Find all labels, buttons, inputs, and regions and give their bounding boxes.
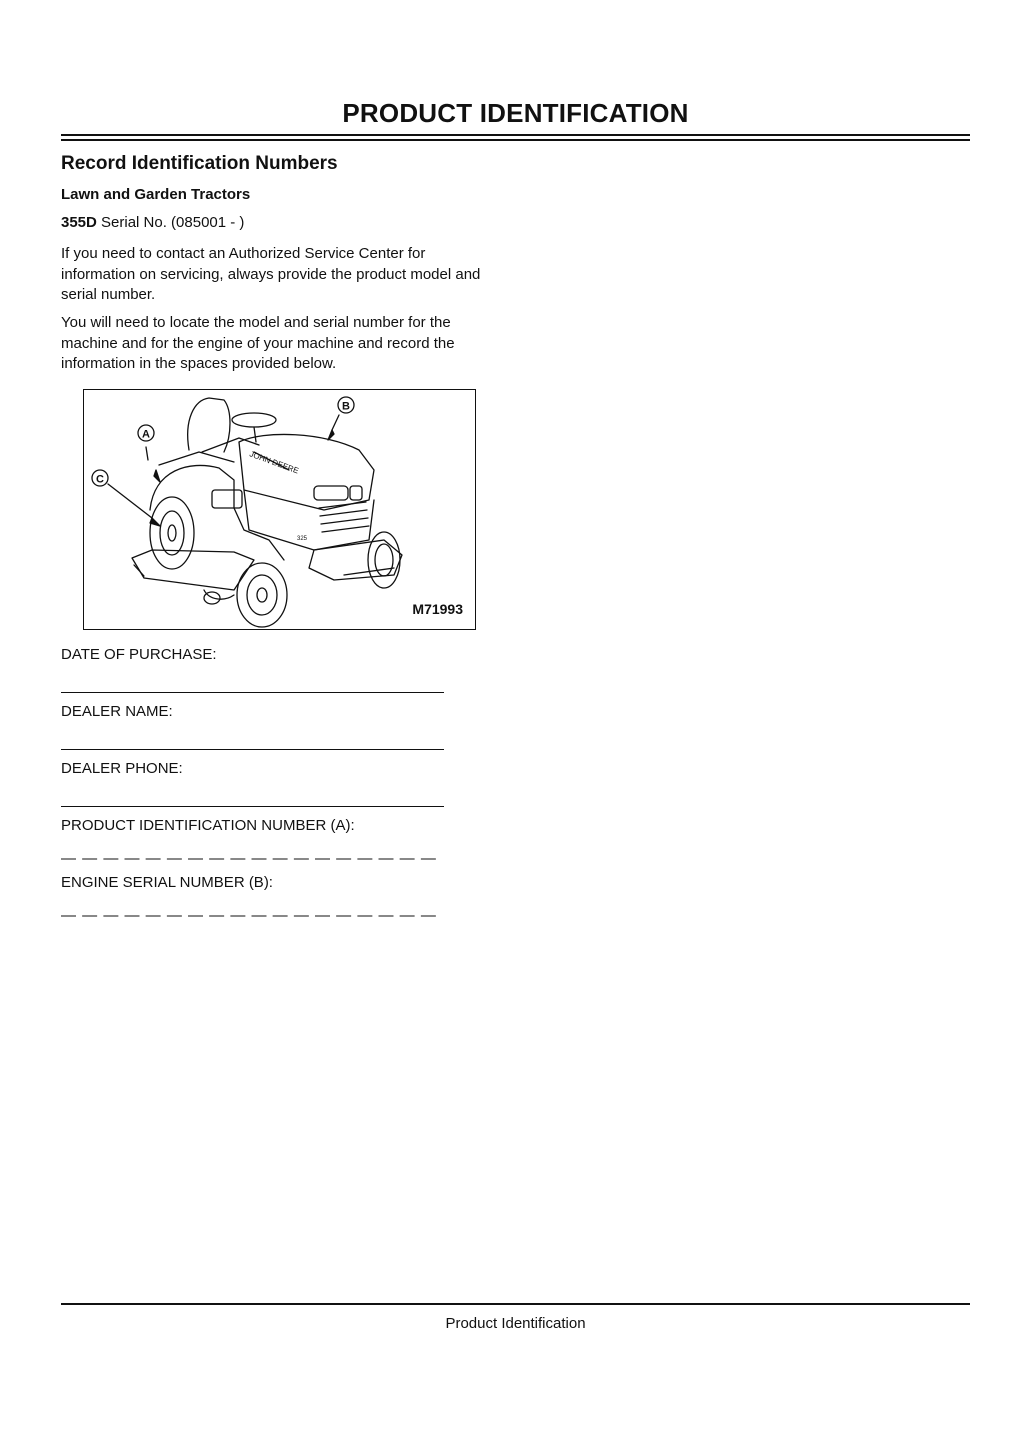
product-id-number-label: PRODUCT IDENTIFICATION NUMBER (A):	[61, 817, 355, 834]
title-divider	[61, 134, 970, 141]
tractor-brand-label: JOHN DEERE	[248, 449, 300, 476]
tractor-illustration	[83, 389, 476, 630]
sub-heading: Lawn and Garden Tractors	[61, 186, 251, 203]
date-of-purchase-label: DATE OF PURCHASE:	[61, 646, 217, 663]
instruction-paragraph: You will need to locate the model and serial number for the machine and for the engine of your machine and record the information in the spaces provided below.	[61, 314, 455, 372]
dealer-name-label: DEALER NAME:	[61, 703, 173, 720]
callout-a-label: A	[142, 428, 150, 441]
callout-c-label: C	[96, 473, 104, 486]
model-serial-line	[61, 214, 244, 231]
page-footer: Product Identification	[445, 1315, 586, 1332]
instruction-paragraph: If you need to contact an Authorized Service Center for information on servicing, always provide the product model and serial number.	[61, 245, 481, 303]
serial-range: Serial No. (085001 - )	[101, 214, 245, 231]
tractor-model-label: 325	[297, 536, 308, 542]
callout-b-label: B	[342, 400, 350, 413]
dealer-name-blank	[61, 749, 444, 750]
model-number: 355D	[61, 214, 97, 231]
engine-serial-number-label: ENGINE SERIAL NUMBER (B):	[61, 874, 273, 891]
tractor-drawing	[84, 390, 475, 629]
engine-serial-number-blank: — — — — — — — — — — — — — — — — — —	[61, 907, 437, 924]
date-of-purchase-blank	[61, 692, 444, 693]
figure-code: M71993	[412, 601, 463, 617]
page-title: PRODUCT IDENTIFICATION	[342, 98, 689, 128]
dealer-phone-blank	[61, 806, 444, 807]
footer-divider	[61, 1303, 970, 1305]
dealer-phone-label: DEALER PHONE:	[61, 760, 183, 777]
section-heading: Record Identification Numbers	[61, 153, 338, 174]
product-id-number-blank: — — — — — — — — — — — — — — — — — —	[61, 850, 437, 867]
